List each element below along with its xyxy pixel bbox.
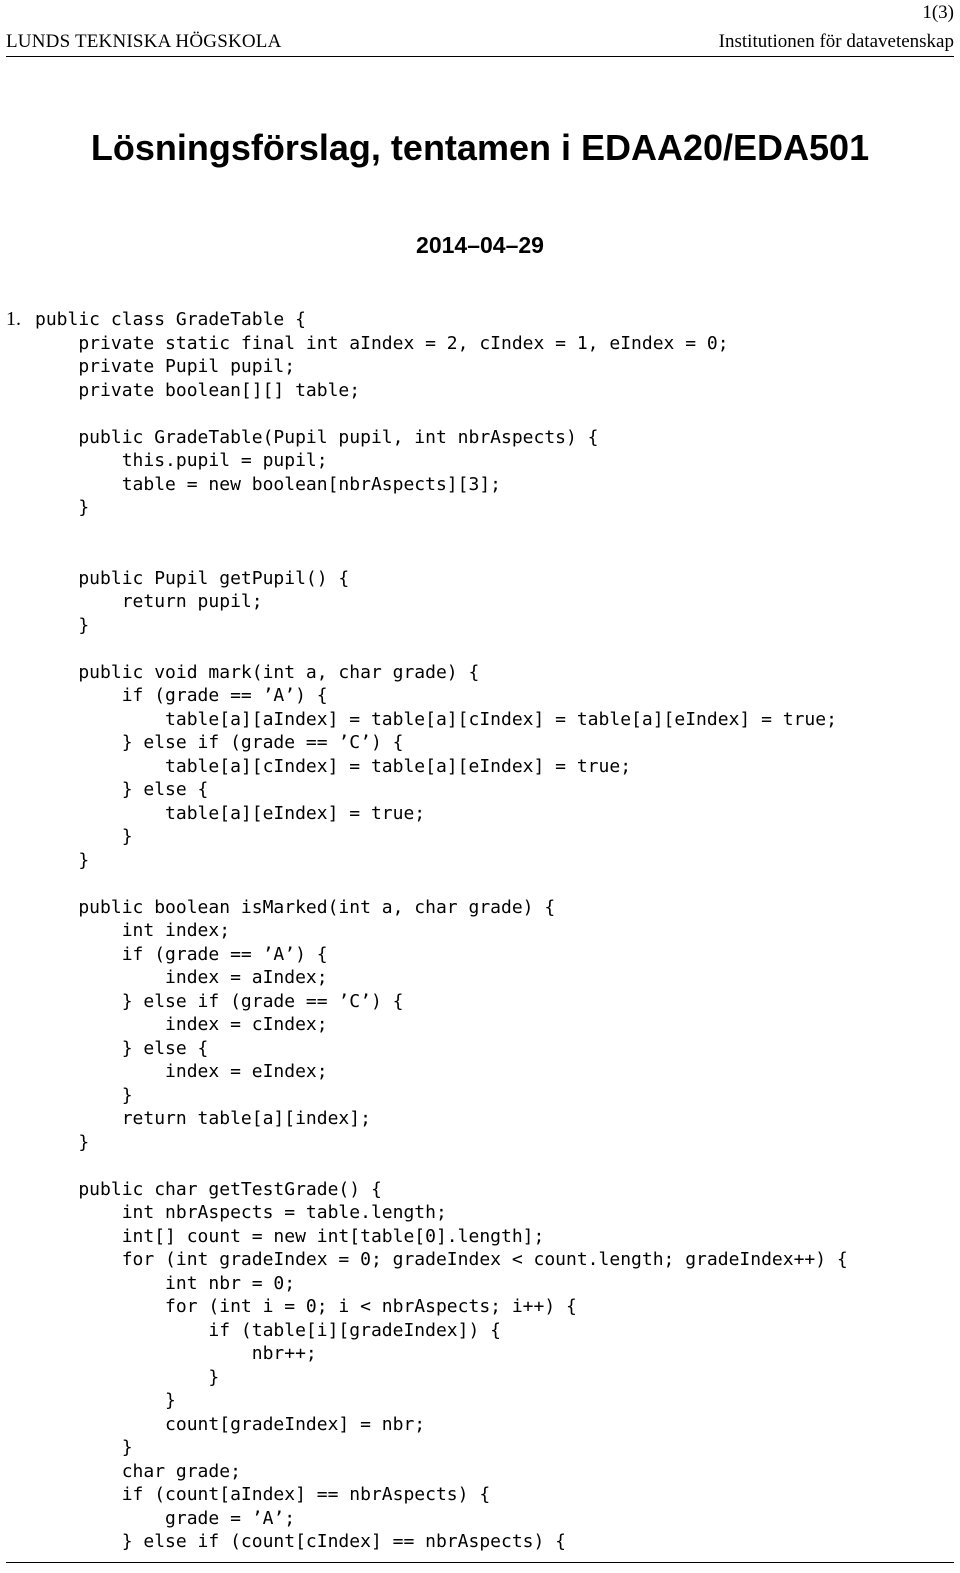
code-line: if (grade == ’A’) { <box>35 685 328 706</box>
code-line: int index; <box>35 920 231 941</box>
code-line: } else { <box>35 1037 209 1059</box>
code-line <box>35 872 848 896</box>
code-line: public class GradeTable { <box>35 309 306 330</box>
code-line: table = new boolean[nbrAspects][3]; <box>35 473 501 495</box>
code-line: private static final int aIndex = 2, cIndex = 1, eIndex = 0; <box>35 332 729 354</box>
header-divider <box>6 56 954 57</box>
code-line: int nbr = 0; <box>35 1272 296 1294</box>
document-date: 2014–04–29 <box>416 232 544 258</box>
code-line: return pupil; <box>35 591 263 612</box>
code-line <box>35 1154 848 1178</box>
institution-name: LUNDS TEKNISKA HÖGSKOLA <box>6 31 282 52</box>
code-line: if (table[i][gradeIndex]) { <box>35 1319 501 1341</box>
code-line: table[a][aIndex] = table[a][cIndex] = table[a][eIndex] = true; <box>35 708 837 730</box>
code-line: count[gradeIndex] = nbr; <box>35 1413 426 1435</box>
code-line: public Pupil getPupil() { <box>35 567 350 589</box>
code-line: } <box>35 1390 176 1411</box>
code-line: } <box>35 1131 90 1153</box>
code-line: char grade; <box>35 1460 241 1482</box>
page-header <box>6 30 954 54</box>
page-number: 1(3) <box>922 2 954 23</box>
code-line: index = eIndex; <box>35 1061 328 1082</box>
code-line: } else if (grade == ’C’) { <box>35 990 404 1012</box>
code-line: } <box>35 849 90 871</box>
code-line: for (int i = 0; i < nbrAspects; i++) { <box>35 1296 577 1317</box>
code-line: public char getTestGrade() { <box>35 1178 382 1200</box>
code-line: public boolean isMarked(int a, char grade) { <box>35 896 556 918</box>
code-line <box>35 637 848 661</box>
code-line <box>35 402 848 426</box>
code-block <box>35 308 848 1554</box>
code-line: } <box>35 497 90 518</box>
code-line: for (int gradeIndex = 0; gradeIndex < count.length; gradeIndex++) { <box>35 1249 848 1270</box>
code-line: public GradeTable(Pupil pupil, int nbrAspects) { <box>35 426 599 448</box>
code-line: public void mark(int a, char grade) { <box>35 661 480 683</box>
code-line: int[] count = new int[table[0].length]; <box>35 1225 545 1247</box>
footer-divider <box>6 1562 954 1563</box>
code-line: nbr++; <box>35 1343 317 1364</box>
document-title: Lösningsförslag, tentamen i EDAA20/EDA501 <box>90 127 870 168</box>
code-line: } else if (grade == ’C’) { <box>35 732 404 753</box>
code-line: } <box>35 1437 133 1458</box>
code-line: private boolean[][] table; <box>35 379 361 401</box>
code-line: this.pupil = pupil; <box>35 450 328 471</box>
code-line: int nbrAspects = table.length; <box>35 1202 447 1223</box>
code-line <box>35 543 848 567</box>
code-line: return table[a][index]; <box>35 1108 371 1129</box>
code-line: } <box>35 826 133 847</box>
code-line: table[a][eIndex] = true; <box>35 802 426 824</box>
code-line: } <box>35 1366 220 1388</box>
code-line <box>35 520 848 544</box>
code-line: private Pupil pupil; <box>35 356 296 377</box>
code-line: index = cIndex; <box>35 1014 328 1035</box>
code-line: if (count[aIndex] == nbrAspects) { <box>35 1484 491 1505</box>
department-name: Institutionen för datavetenskap <box>718 31 954 52</box>
code-line: } <box>35 614 90 636</box>
code-line: if (grade == ’A’) { <box>35 943 328 965</box>
problem-number: 1. <box>6 308 21 330</box>
code-line: } else if (count[cIndex] == nbrAspects) { <box>35 1531 567 1552</box>
code-line: grade = ’A’; <box>35 1507 296 1529</box>
code-line: } <box>35 1084 133 1106</box>
code-line: table[a][cIndex] = table[a][eIndex] = true; <box>35 755 632 777</box>
code-line: } else { <box>35 779 209 800</box>
code-line: index = aIndex; <box>35 967 328 988</box>
